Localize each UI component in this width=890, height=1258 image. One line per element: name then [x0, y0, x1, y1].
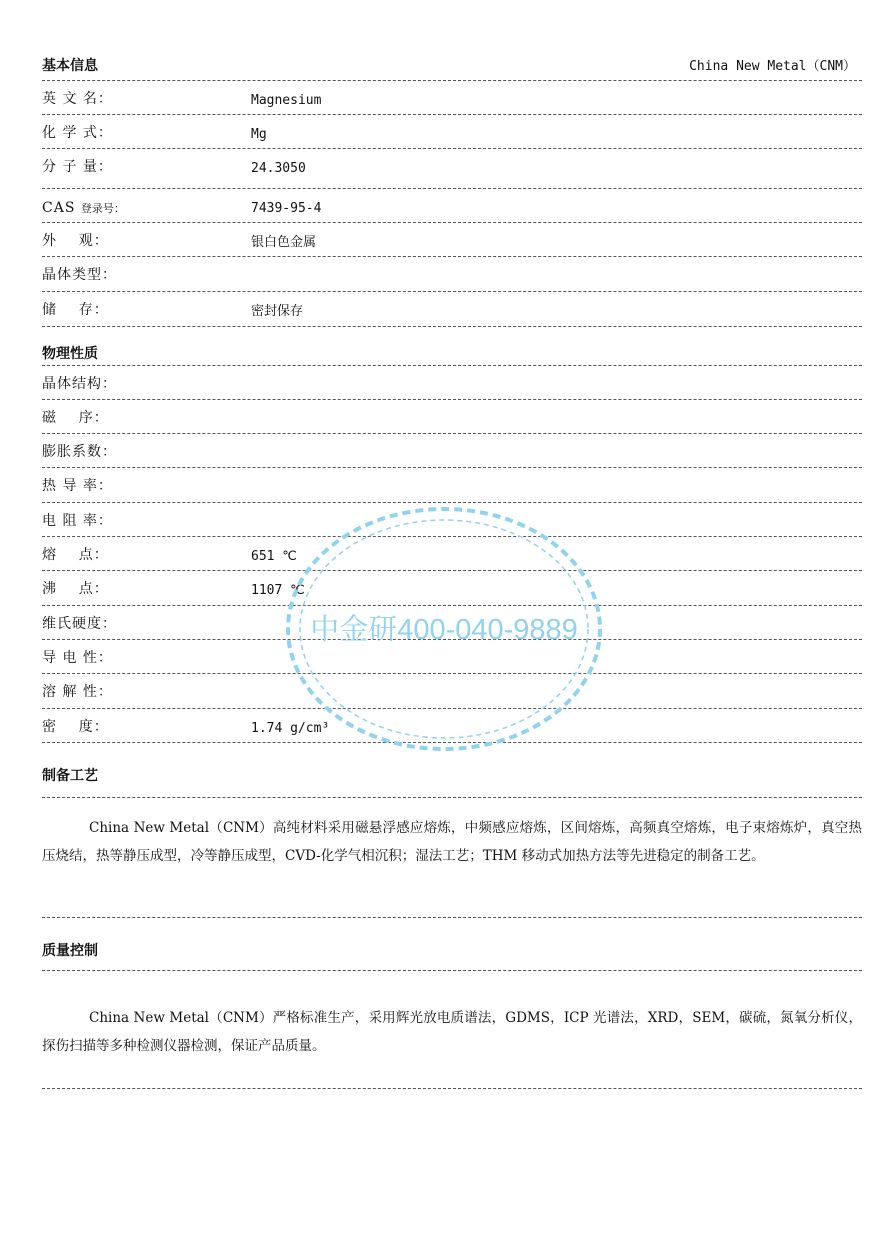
section-header-process [42, 765, 862, 785]
watermark-stamp [284, 505, 604, 753]
row-label: 晶体结构： [42, 376, 117, 392]
row-value: Magnesium [251, 93, 322, 108]
row-label: 英 文 名： [42, 91, 113, 107]
section-header-basic-info [42, 55, 862, 75]
row-label: 晶体类型： [42, 267, 117, 283]
row-label: 磁 序： [42, 410, 109, 426]
row-label: 维氏硬度： [42, 616, 117, 632]
row-crystal-structure [42, 365, 862, 399]
row-molecular-weight [42, 148, 862, 182]
row-label: 溶 解 性： [42, 684, 113, 700]
section-header-quality [42, 940, 862, 960]
quality-paragraph: China New Metal（CNM）严格标准生产，采用辉光放电质谱法，GDMS，ICP 光谱法，XRD，SEM，碳硫，氮氧分析仪，探伤扫描等多种检测仪器检测，保证产品质量。 [42, 1010, 862, 1054]
cas-label-main: CAS [42, 200, 81, 216]
row-formula [42, 114, 862, 148]
watermark-text: 中金研400-040-9889 [310, 614, 578, 646]
row-label: 膨胀系数： [42, 444, 117, 460]
row-expansion [42, 433, 862, 467]
row-label: 外 观： [42, 233, 109, 249]
row-value: 1107 ℃ [251, 583, 305, 598]
section-title: 基本信息 [42, 58, 98, 74]
section-title: 制备工艺 [42, 768, 98, 784]
row-label: 化 学 式： [42, 125, 113, 141]
row-magnetic-order [42, 399, 862, 433]
row-value: 651 ℃ [251, 549, 297, 564]
row-storage [42, 291, 862, 325]
row-value: 密封保存 [251, 304, 304, 319]
row-label: 储 存： [42, 302, 109, 318]
row-value: 24.3050 [251, 161, 306, 176]
row-label: 沸 点： [42, 581, 109, 597]
row-crystal-type [42, 256, 862, 290]
row-thermal-conductivity [42, 467, 862, 501]
row-appearance [42, 222, 862, 256]
row-label: 熔 点： [42, 547, 109, 563]
divider [42, 917, 862, 918]
cas-label-small: 登录号： [80, 202, 125, 215]
row-label [42, 200, 125, 216]
row-value: 7439-95-4 [251, 201, 322, 216]
company-name: China New Metal（CNM） [689, 59, 856, 74]
divider [42, 970, 862, 971]
row-label: 导 电 性： [42, 650, 113, 666]
divider [42, 326, 862, 327]
row-value: 1.74 g/cm³ [251, 721, 330, 736]
section-title: 质量控制 [42, 943, 98, 959]
row-value: 银白色金属 [251, 235, 317, 250]
row-cas [42, 188, 862, 222]
section-title: 物理性质 [42, 346, 98, 362]
row-label: 热 导 率： [42, 478, 113, 494]
row-label: 密 度： [42, 719, 109, 735]
row-english-name [42, 80, 862, 114]
process-paragraph: China New Metal（CNM）高纯材料采用磁悬浮感应熔炼，中频感应熔炼，区间熔炼，高频真空熔炼，电子束熔炼炉，真空热压烧结，热等静压成型，冷等静压成型，CVD-化学气相沉积；湿法工艺；THM 移动式加热方法等先进稳定的制备工艺。 [42, 820, 862, 864]
row-label: 电 阻 率： [42, 513, 113, 529]
section-header-physical [42, 343, 862, 363]
divider [42, 797, 862, 798]
row-value: Mg [251, 127, 267, 142]
divider [42, 1088, 862, 1089]
row-label: 分 子 量： [42, 159, 113, 175]
